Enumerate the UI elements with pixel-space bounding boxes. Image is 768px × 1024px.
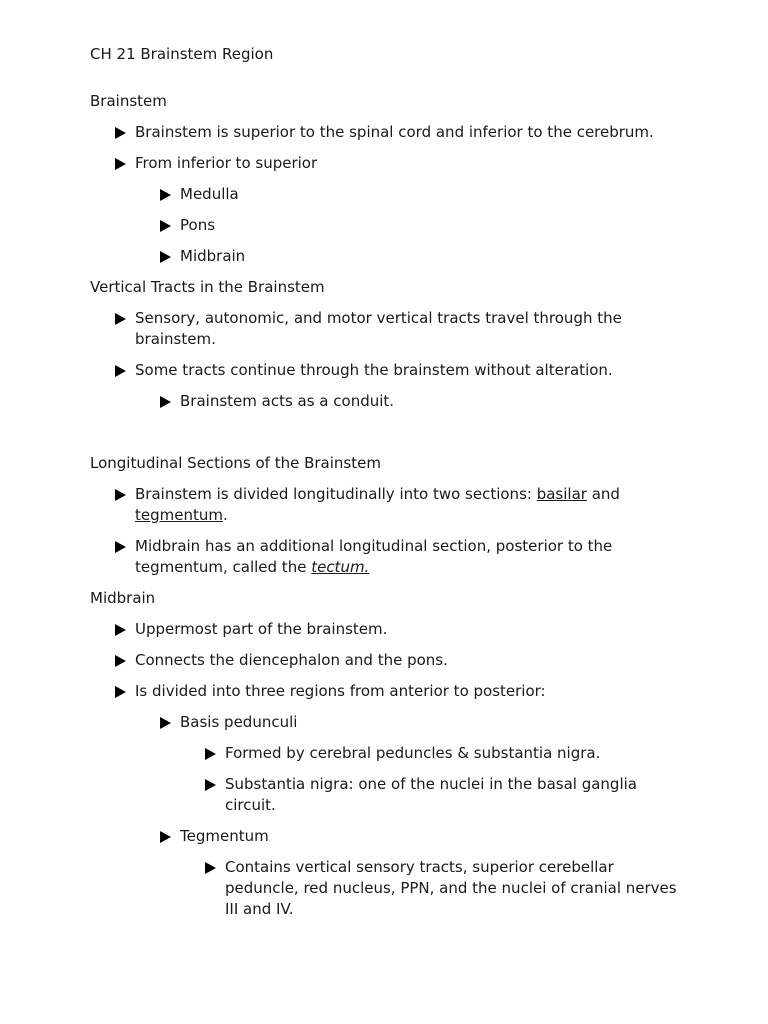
list-item — [90, 215, 680, 236]
list-item-text: Pons — [180, 216, 216, 234]
list-item-text: Basis pedunculi — [180, 713, 298, 731]
list-item — [90, 536, 680, 578]
list-item — [90, 360, 680, 381]
list-item — [90, 712, 680, 733]
list-item-text: From inferior to superior — [135, 154, 318, 172]
triangle-bullet-icon — [115, 686, 126, 698]
text-run: . — [222, 506, 228, 524]
term-basilar: basilar — [536, 485, 587, 503]
triangle-bullet-icon — [115, 313, 126, 325]
triangle-bullet-icon — [115, 365, 126, 377]
list-item — [90, 681, 680, 702]
document-page — [90, 44, 680, 930]
triangle-bullet-icon — [115, 127, 126, 139]
list-item — [90, 826, 680, 847]
list-item — [90, 184, 680, 205]
list-item — [90, 246, 680, 267]
document-title: CH 21 Brainstem Region — [90, 45, 274, 63]
list-item — [90, 774, 680, 816]
triangle-bullet-icon — [205, 862, 216, 874]
list-item-text: Uppermost part of the brainstem. — [135, 620, 388, 638]
list-item — [90, 391, 680, 412]
list-item — [90, 122, 680, 143]
triangle-bullet-icon — [115, 655, 126, 667]
triangle-bullet-icon — [115, 489, 126, 501]
section-heading-brainstem: Brainstem — [90, 92, 167, 110]
list-item-text: Some tracts continue through the brainstem without alteration. — [135, 361, 613, 379]
spacer — [90, 422, 680, 453]
list-item-text: Medulla — [180, 185, 239, 203]
triangle-bullet-icon — [160, 220, 171, 232]
triangle-bullet-icon — [160, 396, 171, 408]
list-item — [90, 153, 680, 174]
list-item — [90, 857, 680, 920]
triangle-bullet-icon — [205, 779, 216, 791]
text-run: Midbrain has an additional longitudinal section, posterior to the tegmentum, called the — [135, 537, 613, 576]
list-item-text: Brainstem acts as a conduit. — [180, 392, 395, 410]
list-item-text: Substantia nigra: one of the nuclei in the basal ganglia circuit. — [225, 775, 637, 814]
list-item — [90, 308, 680, 350]
list-item-text: Is divided into three regions from anterior to posterior: — [135, 682, 546, 700]
term-tectum: tectum. — [311, 558, 370, 576]
triangle-bullet-icon — [160, 189, 171, 201]
triangle-bullet-icon — [115, 624, 126, 636]
triangle-bullet-icon — [160, 831, 171, 843]
list-item — [90, 743, 680, 764]
triangle-bullet-icon — [205, 748, 216, 760]
triangle-bullet-icon — [160, 717, 171, 729]
list-item-text: Brainstem is superior to the spinal cord and inferior to the cerebrum. — [135, 123, 654, 141]
list-item-text: Sensory, autonomic, and motor vertical tracts travel through the brainstem. — [135, 309, 622, 348]
section-heading-longitudinal-sections: Longitudinal Sections of the Brainstem — [90, 454, 381, 472]
text-run: Brainstem is divided longitudinally into two sections: — [135, 485, 537, 503]
triangle-bullet-icon — [160, 251, 171, 263]
triangle-bullet-icon — [115, 158, 126, 170]
list-item — [90, 619, 680, 640]
list-item-text — [135, 537, 612, 576]
list-item — [90, 484, 680, 526]
section-heading-midbrain: Midbrain — [90, 589, 156, 607]
list-item-text: Connects the diencephalon and the pons. — [135, 651, 448, 669]
list-item-text: Midbrain — [180, 247, 246, 265]
text-run: and — [586, 485, 620, 503]
term-tegmentum: tegmentum — [135, 506, 223, 524]
section-heading-vertical-tracts: Vertical Tracts in the Brainstem — [90, 278, 325, 296]
triangle-bullet-icon — [115, 541, 126, 553]
list-item-text: Formed by cerebral peduncles & substantia nigra. — [225, 744, 601, 762]
list-item — [90, 650, 680, 671]
list-item-text — [135, 485, 620, 524]
list-item-text: Contains vertical sensory tracts, superior cerebellar peduncle, red nucleus, PPN, and the nuclei of cranial nerves III and IV. — [225, 858, 677, 918]
list-item-text: Tegmentum — [180, 827, 269, 845]
